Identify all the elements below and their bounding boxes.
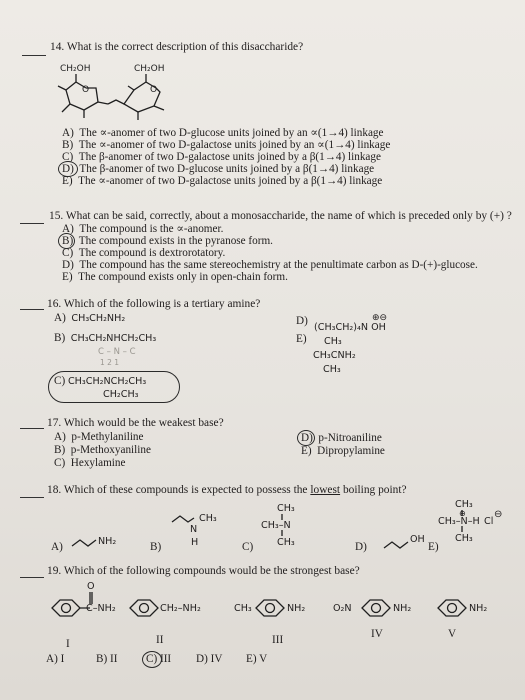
numeral-5: V: [448, 628, 457, 640]
option-text: The β-anomer of two D-glucose units joined by a β(1→4) linkage: [79, 163, 375, 175]
option-letter: E): [246, 653, 257, 665]
option-letter: C): [146, 653, 158, 665]
option-letter: E): [428, 541, 439, 553]
option-text: p-Nitroaniline: [318, 432, 382, 444]
option-19-a[interactable]: [46, 653, 64, 665]
formula: CH₃CH₂NHCH₂CH₃: [70, 333, 157, 344]
question-number: 16.: [47, 298, 62, 310]
pencil-note: C – N – C: [98, 347, 136, 357]
formula-5: NH₂: [469, 603, 488, 614]
option-letter: E): [62, 175, 73, 187]
option-text: The compound is dextrorotatory.: [78, 247, 226, 259]
formula-b-n: N: [190, 524, 198, 535]
option-text: The β-anomer of two D-galactose units joined by a β(1→4) linkage: [78, 151, 381, 163]
formula-e-mid: CH₃CNH₂: [313, 350, 356, 361]
option-text: Dipropylamine: [317, 445, 385, 457]
option-letter: E): [62, 271, 73, 283]
option-letter: D): [296, 315, 308, 327]
option-text: The compound has the same stereochemistry at the penultimate carbon as D-(+)-glucose.: [79, 259, 478, 271]
formula-3-right: NH₂: [287, 603, 306, 614]
option-letter: D): [62, 163, 74, 175]
question-text: What can be said, correctly, about a monosaccharide, the name of which is preceded only by (+) ?: [65, 210, 512, 222]
question-text-post: boiling point?: [340, 484, 407, 496]
option-text: The ∝-anomer of two D-galactose units joined by an ∝(1→4) linkage: [78, 139, 391, 151]
option-text: The ∝-anomer of two D-galactose units joined by a β(1→4) linkage: [78, 175, 383, 187]
question-number: 15.: [49, 210, 64, 222]
option-letter: C): [62, 247, 74, 259]
formula-e-plus: ⊕: [459, 509, 466, 518]
numeral-1: I: [66, 638, 70, 650]
question-text-pre: Which of these compounds is expected to possess the: [63, 484, 311, 496]
option-text: The compound is the ∝-anomer.: [79, 223, 224, 235]
formula-c-bottom: CH₃: [277, 537, 295, 548]
question-text: Which of the following is a tertiary amine?: [63, 298, 261, 310]
option-letter: B): [54, 332, 66, 344]
option-text: The compound exists in the pyranose form.: [78, 235, 273, 247]
formula-e-top: CH₃: [455, 499, 473, 510]
question-text: Which of the following compounds would be the strongest base?: [63, 565, 360, 577]
benzene-ring-1: [52, 600, 80, 616]
ring-oxygen-left: O: [82, 85, 90, 95]
formula-e-bottom: CH₃: [455, 533, 473, 544]
benzene-ring-4: [362, 600, 390, 616]
formula-substituent: CH₂CH₃: [103, 389, 139, 400]
option-text: II: [109, 653, 118, 665]
option-letter: A): [54, 312, 66, 324]
option-text: p-Methoxyaniline: [70, 444, 151, 456]
option-letter: A): [46, 653, 58, 665]
option-letter: E): [301, 445, 312, 457]
formula-b-ch3: CH₃: [199, 513, 217, 524]
option-text: The ∝-anomer of two D-glucose units joined by an ∝(1→4) linkage: [79, 127, 384, 139]
hydroxide: OH: [371, 322, 386, 333]
option-letter: D): [301, 432, 313, 444]
formula-e-top: CH₃: [324, 336, 342, 347]
benzene-ring-3: [256, 600, 284, 616]
option-text: The compound exists only in open-chain form.: [78, 271, 288, 283]
option-letter: B): [96, 653, 108, 665]
numeral-3: III: [272, 634, 284, 646]
option-letter: A): [51, 541, 63, 553]
option-letter: E): [296, 333, 307, 345]
question-number: 18.: [47, 484, 62, 496]
formula-4-right: NH₂: [393, 603, 412, 614]
option-letter: D): [62, 259, 74, 271]
option-letter: C): [54, 457, 66, 469]
pencil-note-numbers: 1 2 1: [100, 358, 120, 367]
formula-e-mid: CH₃–N–H: [438, 516, 480, 527]
underlined-word: lowest: [310, 484, 341, 496]
option-text: Hexylamine: [70, 457, 126, 469]
formula-3-left: CH₃: [234, 603, 252, 614]
question-text: Which would be the weakest base?: [63, 417, 224, 429]
answer-circle-19: [142, 651, 162, 668]
question-text: What is the correct description of this disaccharide?: [66, 41, 304, 53]
benzene-ring-2: [130, 600, 158, 616]
option-text: V: [259, 653, 268, 665]
question-number: 19.: [47, 565, 62, 577]
option-text: IV: [210, 653, 223, 665]
formula-e-minus: ⊖: [494, 509, 503, 520]
formula: CH₃CH₂NCH₂CH₃: [67, 376, 147, 387]
option-text: I: [60, 653, 65, 665]
option-letter: A): [62, 127, 74, 139]
formula-4-left: O₂N: [333, 603, 352, 614]
option-letter: A): [62, 223, 74, 235]
formula-c-top: CH₃: [277, 503, 295, 514]
option-text: p-Methylaniline: [71, 431, 144, 443]
option-text: III: [159, 653, 172, 665]
option-letter: D): [355, 541, 367, 553]
ch2oh-right-label: CH₂OH: [134, 64, 165, 74]
option-letter: B): [150, 541, 162, 553]
option-19-b[interactable]: [96, 653, 117, 665]
benzene-ring-5: [438, 600, 466, 616]
ring-oxygen-right: O: [150, 85, 158, 95]
option-19-e[interactable]: [246, 653, 267, 665]
formula: CH₃CH₂NH₂: [71, 313, 126, 324]
option-letter: D): [196, 653, 208, 665]
option-letter: C): [54, 375, 66, 387]
carbonyl-o: O: [87, 581, 95, 592]
formula-b-h: H: [191, 537, 199, 548]
option-19-d[interactable]: [196, 653, 222, 665]
formula-a: NH₂: [98, 536, 117, 547]
option-letter: B): [54, 444, 66, 456]
formula-1: C–NH₂: [86, 603, 116, 614]
formula-2: CH₂–NH₂: [160, 603, 201, 614]
formula: (CH₃CH₂)₄N: [314, 322, 369, 333]
option-letter: C): [62, 151, 74, 163]
ch2oh-left-label: CH₂OH: [60, 64, 91, 74]
numeral-2: II: [156, 634, 164, 646]
formula-e-bottom: CH₃: [323, 364, 341, 375]
formula-e-cl: Cl: [484, 516, 494, 527]
formula-c-mid: CH₃–N: [261, 520, 291, 531]
option-letter: B): [62, 235, 74, 247]
option-letter: A): [54, 431, 66, 443]
question-number: 14.: [50, 41, 65, 53]
option-letter: C): [242, 541, 254, 553]
option-letter: B): [62, 139, 74, 151]
charge-signs: ⊕⊖: [372, 313, 388, 323]
formula-d-oh: OH: [410, 534, 425, 545]
numeral-4: IV: [371, 628, 383, 640]
question-number: 17.: [47, 417, 62, 429]
